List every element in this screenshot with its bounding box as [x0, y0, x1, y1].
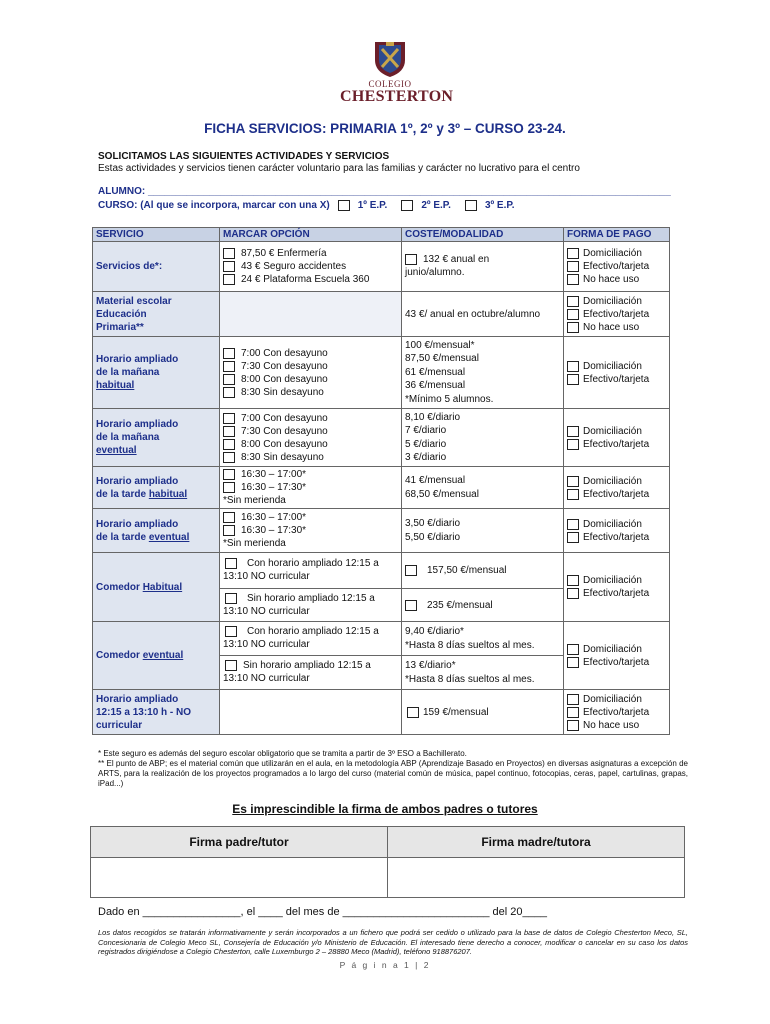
- option-cell: [220, 242, 402, 292]
- curso-2-checkbox[interactable]: [401, 200, 413, 211]
- cost-label: 68,50 €/mensual: [405, 488, 479, 500]
- option-label: 24 € Plataforma Escuela 360: [241, 274, 370, 285]
- payment-option[interactable]: [567, 295, 666, 308]
- payment-label: Domiciliación: [583, 693, 642, 705]
- service-name-line: de la tarde: [96, 531, 147, 543]
- option-cell: [220, 509, 402, 553]
- cost-option[interactable]: [405, 253, 560, 266]
- table-row: [93, 509, 670, 553]
- cost-label: 87,50 €/mensual: [405, 353, 479, 365]
- option-cell: [220, 553, 402, 589]
- cost-label: 8,10 €/diario: [405, 411, 461, 423]
- checkbox[interactable]: [567, 707, 579, 718]
- cost-label: 41 €/mensual: [405, 475, 466, 486]
- checkbox[interactable]: [223, 374, 235, 385]
- service-name-line: habitual: [96, 380, 135, 391]
- checkbox[interactable]: [405, 254, 417, 265]
- checkbox[interactable]: [567, 309, 579, 320]
- request-heading: SOLICITAMOS LAS SIGUIENTES ACTIVIDADES Y SERVICIOS: [98, 151, 390, 162]
- option-label: 13:10 NO curricular: [223, 639, 310, 651]
- option-note: *Sin merienda: [223, 537, 286, 549]
- checkbox[interactable]: [225, 626, 237, 637]
- services-table: [92, 227, 670, 735]
- service-name-line: habitual: [148, 488, 188, 500]
- payment-label: Efectivo/tarjeta: [583, 488, 650, 500]
- checkbox[interactable]: [223, 512, 235, 523]
- checkbox[interactable]: [567, 575, 579, 586]
- cost-cell: [402, 509, 564, 553]
- cost-cell: [402, 622, 564, 656]
- signature-madre-field[interactable]: [388, 858, 685, 898]
- cost-label: 5 €/diario: [405, 438, 447, 450]
- option-item[interactable]: [223, 438, 398, 451]
- option-item[interactable]: [223, 347, 398, 360]
- footnotes: [98, 749, 688, 789]
- logo-text-chesterton: CHESTERTON: [340, 88, 454, 105]
- checkbox[interactable]: [225, 593, 237, 604]
- cost-option[interactable]: [405, 599, 560, 612]
- option-item[interactable]: [223, 659, 398, 672]
- cost-cell: [402, 656, 564, 690]
- cost-label: junio/alumno.: [405, 267, 465, 279]
- table-row: [93, 337, 670, 409]
- footnote-1: * Este seguro es además del seguro escolar obligatorio que se tramita a partir de 3º ESO a Bachillerato.: [98, 749, 467, 758]
- checkbox[interactable]: [407, 707, 419, 718]
- cost-cell: [402, 242, 564, 292]
- payment-label: No hace uso: [583, 274, 640, 285]
- payment-label: Domiciliación: [583, 518, 642, 530]
- option-label: 8:30 Sin desayuno: [241, 386, 324, 398]
- payment-option[interactable]: [567, 321, 666, 334]
- option-item[interactable]: [223, 260, 398, 273]
- request-description: Estas actividades y servicios tienen carácter voluntario para las familias y carácter no lucrativo para el centro: [98, 163, 580, 174]
- service-name: [93, 622, 220, 690]
- curso-3-checkbox[interactable]: [465, 200, 477, 211]
- checkbox[interactable]: [567, 248, 579, 259]
- payment-option[interactable]: [567, 475, 666, 488]
- option-item[interactable]: [223, 386, 398, 399]
- cost-label: *Hasta 8 días sueltos al mes.: [405, 673, 535, 685]
- service-name-line: Educación: [96, 308, 147, 320]
- service-name-line: de la mañana: [96, 432, 160, 443]
- option-label: Con horario ampliado 12:15 a: [247, 626, 379, 638]
- option-label: 7:30 Con desayuno: [241, 425, 328, 437]
- school-logo: [340, 40, 454, 106]
- service-name-line: Comedor: [96, 650, 140, 661]
- payment-option[interactable]: [567, 656, 666, 669]
- payment-cell: [564, 553, 670, 622]
- checkbox[interactable]: [567, 720, 579, 731]
- option-item[interactable]: [223, 481, 398, 494]
- checkbox[interactable]: [225, 660, 237, 671]
- table-row: [93, 242, 670, 292]
- cost-label: 159 €/mensual: [423, 706, 489, 718]
- payment-option[interactable]: [567, 574, 666, 587]
- col-header-opcion: MARCAR OPCIÓN: [220, 228, 402, 242]
- checkbox[interactable]: [223, 261, 235, 272]
- cost-label: 157,50 €/mensual: [427, 565, 507, 576]
- checkbox[interactable]: [567, 519, 579, 530]
- service-name-line: de la mañana: [96, 367, 160, 378]
- option-label: 7:30 Con desayuno: [241, 360, 328, 372]
- payment-cell: [564, 622, 670, 690]
- payment-cell: [564, 690, 670, 735]
- table-row: [93, 553, 670, 589]
- option-item[interactable]: [223, 451, 398, 464]
- service-name-line: Horario ampliado: [96, 693, 179, 705]
- table-row: [93, 467, 670, 509]
- payment-label: Efectivo/tarjeta: [583, 588, 650, 599]
- checkbox[interactable]: [567, 296, 579, 307]
- signature-padre-field[interactable]: [91, 858, 388, 898]
- legal-notice: Los datos recogidos se tratarán informativamente y serán incorporados a un fichero que podrá ser cedido o utilizado para la base de datos de Colegio Chesterton Meco, SL, Concesionaria de Colegio Meco SL, Consejería de Educación y/o Ministerio de Educación. El interesado tiene derecho a conocer, modificar o cancelar en su caso los datos registrados dirigiéndose a Colegio Chesterton, calle Luxemburgo 2 – 28880 Meco (Madrid), teléfono 918876207.: [98, 928, 688, 956]
- option-item[interactable]: [223, 524, 398, 537]
- checkbox[interactable]: [405, 600, 417, 611]
- option-label: 16:30 – 17:30*: [241, 481, 307, 493]
- payment-option[interactable]: [567, 273, 666, 286]
- option-label: 7:00 Con desayuno: [241, 412, 328, 424]
- payment-option[interactable]: [567, 308, 666, 321]
- payment-label: No hace uso: [583, 321, 640, 333]
- cost-label: 61 €/mensual: [405, 366, 466, 378]
- service-name-line: Horario ampliado: [96, 518, 179, 530]
- cost-cell: [402, 409, 564, 467]
- col-header-coste: COSTE/MODALIDAD: [402, 228, 564, 242]
- cost-cell: [402, 467, 564, 509]
- payment-option[interactable]: [567, 247, 666, 260]
- checkbox[interactable]: [223, 482, 235, 493]
- payment-label: Domiciliación: [583, 360, 642, 372]
- payment-option[interactable]: [567, 260, 666, 273]
- option-item[interactable]: [223, 373, 398, 386]
- service-name-line: Horario ampliado: [96, 354, 179, 365]
- option-label: 13:10 NO curricular: [223, 673, 310, 685]
- service-name-line: Material escolar: [96, 295, 172, 307]
- option-label: 8:00 Con desayuno: [241, 373, 328, 385]
- option-item[interactable]: [223, 511, 398, 524]
- option-item[interactable]: [223, 557, 398, 570]
- service-name: [93, 337, 220, 409]
- cost-label: 100 €/mensual*: [405, 339, 475, 351]
- service-name: [93, 467, 220, 509]
- payment-label: Domiciliación: [583, 295, 642, 307]
- payment-option[interactable]: [567, 706, 666, 719]
- payment-option[interactable]: [567, 693, 666, 706]
- checkbox[interactable]: [567, 657, 579, 668]
- payment-label: Domiciliación: [583, 425, 642, 437]
- checkbox[interactable]: [567, 588, 579, 599]
- option-item[interactable]: [223, 425, 398, 438]
- option-item[interactable]: [223, 468, 398, 481]
- checkbox[interactable]: [225, 558, 237, 569]
- shield-crest-icon: [373, 40, 407, 78]
- cost-cell: [402, 337, 564, 409]
- option-label: 8:00 Con desayuno: [241, 438, 328, 450]
- payment-option[interactable]: [567, 531, 666, 544]
- option-cell: [220, 409, 402, 467]
- option-label: 8:30 Sin desayuno: [241, 451, 324, 463]
- cost-label: 36 €/mensual: [405, 380, 466, 392]
- cost-label: 3 €/diario: [405, 452, 447, 463]
- cost-label: 5,50 €/diario: [405, 531, 461, 543]
- col-header-pago: FORMA DE PAGO: [564, 228, 670, 242]
- service-name: Servicios de*:: [93, 242, 220, 292]
- cost-cell: [402, 553, 564, 589]
- checkbox[interactable]: [223, 248, 235, 259]
- curso-1-checkbox[interactable]: [338, 200, 350, 211]
- payment-label: Efectivo/tarjeta: [583, 373, 650, 385]
- cost-option[interactable]: [405, 564, 560, 577]
- payment-label: Efectivo/tarjeta: [583, 308, 650, 320]
- checkbox[interactable]: [567, 322, 579, 333]
- cost-cell: 43 €/ anual en octubre/alumno: [402, 292, 564, 337]
- payment-cell: [564, 292, 670, 337]
- option-label: Con horario ampliado 12:15 a: [247, 558, 379, 570]
- service-name-line: eventual: [148, 531, 190, 543]
- option-label: Sin horario ampliado 12:15 a: [247, 592, 375, 604]
- signature-madre-header: Firma madre/tutora: [388, 827, 685, 858]
- cost-label: *Mínimo 5 alumnos.: [405, 393, 494, 405]
- signature-table: [90, 826, 685, 898]
- service-name: [93, 409, 220, 467]
- payment-option[interactable]: [567, 438, 666, 451]
- checkbox[interactable]: [223, 348, 235, 359]
- payment-label: Efectivo/tarjeta: [583, 261, 650, 272]
- option-label: 13:10 NO curricular: [223, 571, 310, 583]
- service-name-line: Primaria**: [96, 321, 144, 333]
- checkbox[interactable]: [567, 426, 579, 437]
- option-label: 7:00 Con desayuno: [241, 347, 328, 359]
- table-row: [93, 409, 670, 467]
- option-item[interactable]: [223, 247, 398, 260]
- footnote-2: ** El punto de ABP; es el material común que utilizarán en el aula, en la metodología ABP (Aprendizaje Basado en Proyectos) en diversas asignaturas a excepción de ARTS, para la realización de los proyectos programados a lo largo del curso (material común de música, papel continuo, fotocopias, ceras, papel, cartulinas, grapas, iPad...): [98, 759, 688, 788]
- checkbox[interactable]: [223, 439, 235, 450]
- service-name: [93, 690, 220, 735]
- payment-option[interactable]: [567, 373, 666, 386]
- payment-option[interactable]: [567, 488, 666, 501]
- option-label: 13:10 NO curricular: [223, 605, 310, 617]
- cost-label: 9,40 €/diario*: [405, 626, 464, 637]
- checkbox[interactable]: [223, 469, 235, 480]
- service-name-line: Horario ampliado: [96, 475, 179, 487]
- option-cell-empty: [220, 690, 402, 735]
- option-item[interactable]: [223, 273, 398, 286]
- cost-label: 13 €/diario*: [405, 660, 456, 671]
- curso-3-label: 3º E.P.: [484, 200, 515, 211]
- option-label: 16:30 – 17:30*: [241, 524, 307, 536]
- service-name-line: eventual: [96, 445, 137, 456]
- checkbox[interactable]: [567, 532, 579, 543]
- cost-cell: [402, 690, 564, 735]
- table-header-row: [93, 228, 670, 242]
- table-row: [93, 622, 670, 656]
- payment-cell: [564, 409, 670, 467]
- page-title: FICHA SERVICIOS: PRIMARIA 1º, 2º y 3º – CURSO 23-24.: [204, 121, 566, 136]
- date-place-line[interactable]: Dado en ________________, el ____ del mes de ________________________ del 20____: [98, 906, 547, 918]
- payment-cell: [564, 337, 670, 409]
- checkbox[interactable]: [223, 361, 235, 372]
- checkbox[interactable]: [567, 644, 579, 655]
- checkbox[interactable]: [223, 452, 235, 463]
- option-label: 87,50 € Enfermería: [241, 248, 327, 259]
- checkbox[interactable]: [567, 439, 579, 450]
- option-cell: [220, 622, 402, 656]
- payment-option[interactable]: [567, 719, 666, 732]
- service-name-line: de la tarde: [96, 488, 147, 500]
- payment-label: Efectivo/tarjeta: [583, 531, 650, 543]
- checkbox[interactable]: [567, 476, 579, 487]
- service-name-line: Comedor: [96, 581, 140, 593]
- checkbox[interactable]: [567, 694, 579, 705]
- payment-label: Domiciliación: [583, 575, 642, 586]
- option-cell: [220, 337, 402, 409]
- payment-cell: [564, 242, 670, 292]
- curso-label: CURSO: (Al que se incorpora, marcar con una X): [98, 200, 330, 211]
- checkbox[interactable]: [223, 426, 235, 437]
- option-item[interactable]: [223, 625, 398, 638]
- cost-label: 7 €/diario: [405, 425, 447, 436]
- option-label: 16:30 – 17:00*: [241, 511, 307, 523]
- service-name: [93, 553, 220, 622]
- table-row: [93, 292, 670, 337]
- option-note: *Sin merienda: [223, 494, 286, 506]
- cost-option[interactable]: [405, 706, 560, 719]
- option-cell-empty: [220, 292, 402, 337]
- payment-label: Domiciliación: [583, 643, 642, 655]
- checkbox[interactable]: [223, 525, 235, 536]
- cost-label: 235 €/mensual: [427, 599, 493, 611]
- option-item[interactable]: [223, 360, 398, 373]
- payment-label: Efectivo/tarjeta: [583, 438, 650, 450]
- service-name: [93, 292, 220, 337]
- checkbox[interactable]: [405, 565, 417, 576]
- checkbox[interactable]: [567, 361, 579, 372]
- checkbox[interactable]: [567, 261, 579, 272]
- checkbox[interactable]: [223, 387, 235, 398]
- checkbox[interactable]: [567, 374, 579, 385]
- signature-padre-header: Firma padre/tutor: [91, 827, 388, 858]
- cost-label: *Hasta 8 días sueltos al mes.: [405, 639, 535, 651]
- curso-2-label: 2º E.P.: [421, 200, 451, 211]
- curso-selector: [98, 200, 515, 211]
- checkbox[interactable]: [567, 274, 579, 285]
- page-number: P á g i n a 1 | 2: [339, 960, 431, 970]
- payment-cell: [564, 467, 670, 509]
- payment-label: Domiciliación: [583, 475, 642, 487]
- payment-label: Efectivo/tarjeta: [583, 656, 650, 668]
- table-row: [93, 690, 670, 735]
- payment-label: Efectivo/tarjeta: [583, 706, 650, 718]
- service-name-line: eventual: [142, 650, 184, 661]
- option-item[interactable]: [223, 592, 398, 605]
- payment-option[interactable]: [567, 587, 666, 600]
- logo-text-colegio: COLEGIO: [368, 79, 412, 89]
- alumno-field[interactable]: ALUMNO: ______________________________________________________________________________________________: [98, 186, 671, 197]
- checkbox[interactable]: [223, 274, 235, 285]
- service-name-line: Habitual: [142, 581, 183, 593]
- checkbox[interactable]: [223, 413, 235, 424]
- option-label: Sin horario ampliado 12:15 a: [243, 660, 371, 672]
- cost-label: 132 € anual en: [423, 254, 490, 266]
- service-name: [93, 509, 220, 553]
- curso-1-label: 1º E.P.: [357, 200, 388, 211]
- payment-cell: [564, 509, 670, 553]
- checkbox[interactable]: [567, 489, 579, 500]
- payment-label: No hace uso: [583, 719, 640, 731]
- option-cell: [220, 467, 402, 509]
- service-name-line: 12:15 a 13:10 h - NO: [96, 706, 192, 718]
- payment-option[interactable]: [567, 643, 666, 656]
- payment-label: Domiciliación: [583, 248, 642, 259]
- service-name-line: Horario ampliado: [96, 419, 179, 430]
- cost-label: 3,50 €/diario: [405, 518, 461, 529]
- option-cell: [220, 589, 402, 622]
- option-cell: [220, 656, 402, 690]
- payment-option[interactable]: [567, 360, 666, 373]
- service-name-line: curricular: [96, 719, 143, 731]
- payment-option[interactable]: [567, 425, 666, 438]
- signature-title: Es imprescindible la firma de ambos padres o tutores: [232, 802, 538, 816]
- col-header-servicio: SERVICIO: [93, 228, 220, 242]
- cost-cell: [402, 589, 564, 622]
- option-item[interactable]: [223, 412, 398, 425]
- option-label: 16:30 – 17:00*: [241, 468, 307, 480]
- payment-option[interactable]: [567, 518, 666, 531]
- option-label: 43 € Seguro accidentes: [241, 261, 347, 272]
